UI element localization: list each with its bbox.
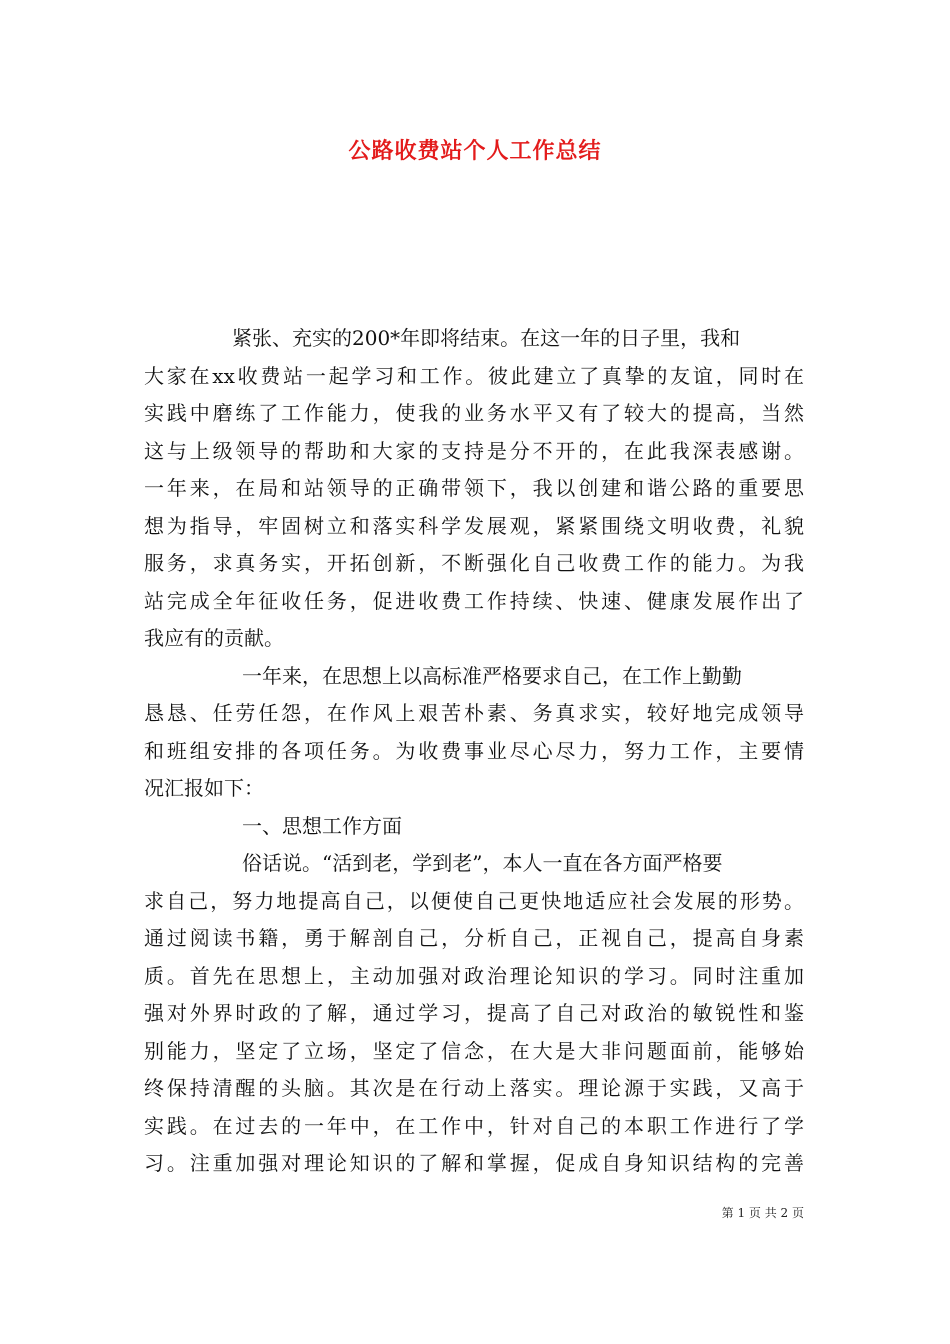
document-title: 公路收费站个人工作总结 — [348, 139, 602, 164]
paragraph-line: 大家在xx收费站一起学习和工作。彼此建立了真挚的友谊，同时在 — [144, 363, 804, 388]
paragraph-line: 通过阅读书籍，勇于解剖自己，分析自己，正视自己，提高自身素 — [144, 926, 804, 950]
paragraph-line: 终保持清醒的头脑。其次是在行动上落实。理论源于实践，又高于 — [144, 1076, 804, 1100]
paragraph-line: 紧张、充实的200*年即将结束。在这一年的日子里，我和 — [232, 326, 741, 350]
paragraph-line: 服务，求真务实，开拓创新，不断强化自己收费工作的能力。为我 — [144, 551, 804, 575]
page-number: 第 1 页 共 2 页 — [721, 1206, 804, 1220]
paragraph-line: 求自己，努力地提高自己，以便使自己更快地适应社会发展的形势。 — [144, 888, 804, 913]
paragraph-line: 别能力，坚定了立场，坚定了信念，在大是大非问题面前，能够始 — [144, 1038, 804, 1063]
paragraph-line: 一年来，在思想上以高标准严格要求自己，在工作上勤勤 — [242, 663, 742, 688]
paragraph-line: 强对外界时政的了解，通过学习，提高了自己对政治的敏锐性和鉴 — [144, 1001, 804, 1025]
paragraph-line: 想为指导，牢固树立和落实科学发展观，紧紧围绕文明收费，礼貌 — [144, 513, 804, 538]
paragraph-line: 质。首先在思想上，主动加强对政治理论知识的学习。同时注重加 — [144, 963, 804, 988]
paragraph-line: 站完成全年征收任务，促进收费工作持续、快速、健康发展作出了 — [144, 588, 804, 613]
paragraph-line: 况汇报如下： — [144, 776, 264, 800]
paragraph-line: 一年来，在局和站领导的正确带领下，我以创建和谐公路的重要思 — [144, 476, 804, 500]
paragraph-line: 这与上级领导的帮助和大家的支持是分不开的，在此我深表感谢。 — [144, 438, 804, 463]
paragraph-line: 习。注重加强对理论知识的了解和掌握，促成自身知识结构的完善 — [144, 1151, 804, 1175]
document-body — [144, 320, 804, 1183]
paragraph-line: 和班组安排的各项任务。为收费事业尽心尽力，努力工作，主要情 — [144, 738, 804, 763]
paragraph-line: 恳恳、任劳任怨，在作风上艰苦朴素、务真求实，较好地完成领导 — [144, 701, 804, 725]
paragraph-line: 我应有的贡献。 — [144, 626, 284, 650]
paragraph-line: 俗话说。“活到老，学到老”，本人一直在各方面严格要 — [242, 851, 723, 875]
paragraph-line: 实践中磨练了工作能力，使我的业务水平又有了较大的提高，当然 — [144, 401, 804, 425]
paragraph-line: 实践。在过去的一年中，在工作中，针对自己的本职工作进行了学 — [144, 1113, 804, 1138]
section-heading: 一、思想工作方面 — [242, 813, 402, 838]
